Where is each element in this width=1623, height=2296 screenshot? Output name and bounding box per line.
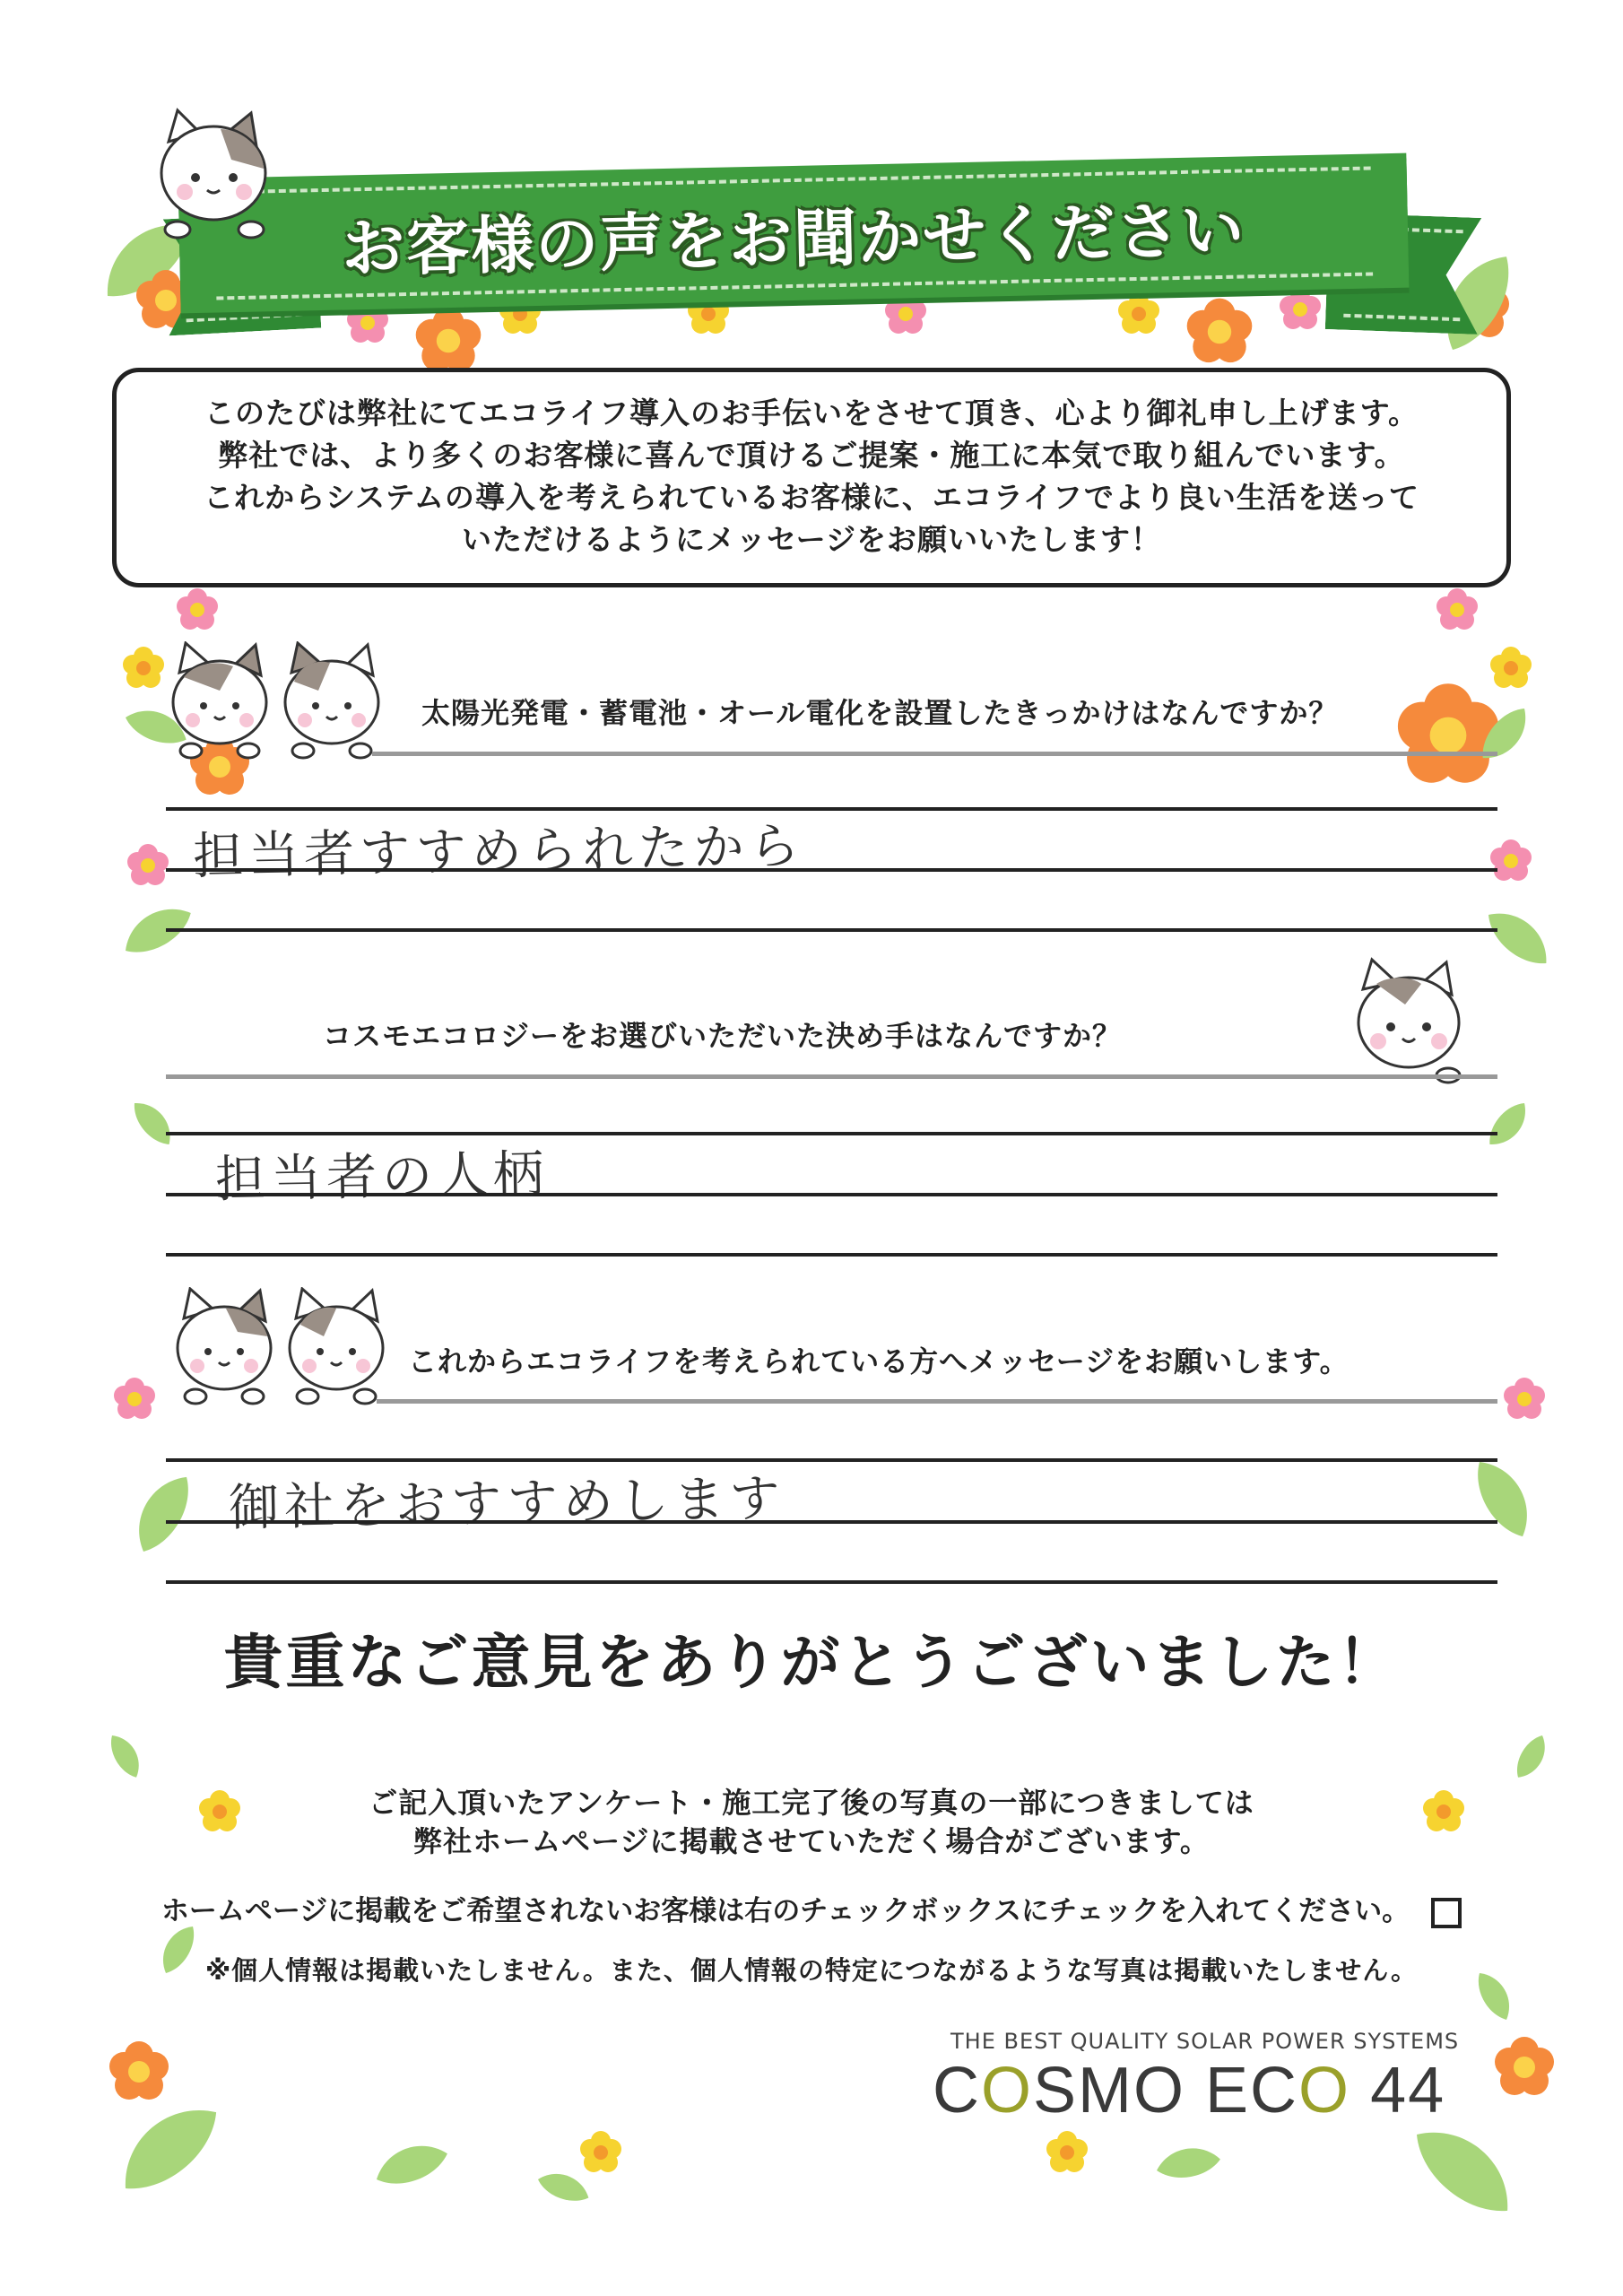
company-logo (933, 2054, 1445, 2127)
question-rule (166, 1074, 1497, 1079)
answer-line (166, 1193, 1497, 1196)
logo-text: C (933, 2055, 981, 2126)
intro-message-box (112, 368, 1511, 587)
logo-text: O (981, 2055, 1034, 2126)
answer-line (166, 1520, 1497, 1524)
opt-out-label: ホームページに掲載をご希望されないお客様は右のチェックボックスにチェックを入れてください。 (161, 1895, 1410, 1927)
cat-pair-icon (166, 641, 390, 762)
answer-line (166, 868, 1497, 872)
logo-text: SMO EC (1033, 2055, 1299, 2126)
cat-pair-icon (170, 1287, 395, 1408)
question-1-label: 太陽光発電・蓄電池・オール電化を設置したきっかけはなんですか？ (421, 696, 1339, 730)
question-2-label: コスモエコロジーをお選びいただいた決め手はなんですか？ (323, 1019, 1123, 1053)
answer-line (166, 928, 1497, 932)
question-3-answer: 御社をおすすめします (228, 1469, 786, 1538)
intro-line: 弊社では、より多くのお客様に喜んで頂けるご提案・施工に本気で取り組んでいます。 (218, 438, 1405, 473)
logo-tagline: THE BEST QUALITY SOLAR POWER SYSTEMS (950, 2029, 1460, 2054)
intro-line: このたびは弊社にてエコライフ導入のお手伝いをさせて頂き、心より御礼申し上げます。 (204, 396, 1419, 430)
intro-line: これからシステムの導入を考えられているお客様に、エコライフでより良い生活を送って (204, 480, 1419, 515)
question-1-answer: 担当者すすめられたから (192, 817, 806, 886)
answer-line (166, 1132, 1497, 1135)
cat-mascot-icon (151, 106, 276, 240)
answer-line (166, 1458, 1497, 1462)
header-banner (178, 153, 1410, 314)
publication-note-line-1: ご記入頂いたアンケート・施工完了後の写真の一部につきましては (369, 1786, 1254, 1820)
answer-line (166, 1253, 1497, 1257)
logo-text: 44 (1350, 2055, 1446, 2126)
logo-text: O (1298, 2055, 1351, 2126)
answer-line (166, 1580, 1497, 1584)
privacy-note: ※個人情報は掲載いたしません。また、個人情報の特定につながるような写真は掲載いたしません。 (204, 1955, 1419, 1986)
opt-out-checkbox[interactable] (1431, 1898, 1462, 1928)
question-rule (377, 1399, 1497, 1404)
publication-note-line-2: 弊社ホームページに掲載させていただく場合がございます。 (413, 1824, 1210, 1858)
thank-you-heading: 貴重なご意見をありがとうございました！ (223, 1628, 1400, 1697)
intro-line: いただけるようにメッセージをお願いいたします！ (461, 522, 1162, 557)
cat-mascot-icon (1350, 955, 1471, 1085)
opt-out-row (0, 1888, 1623, 1928)
question-rule (372, 752, 1497, 756)
page-title: お客様の声をお聞かせください (341, 193, 1246, 286)
question-2-answer: 担当者の人柄 (214, 1144, 550, 1210)
question-3-label: これからエコライフを考えられている方へメッセージをお願いします。 (408, 1344, 1350, 1378)
answer-line (166, 807, 1497, 811)
